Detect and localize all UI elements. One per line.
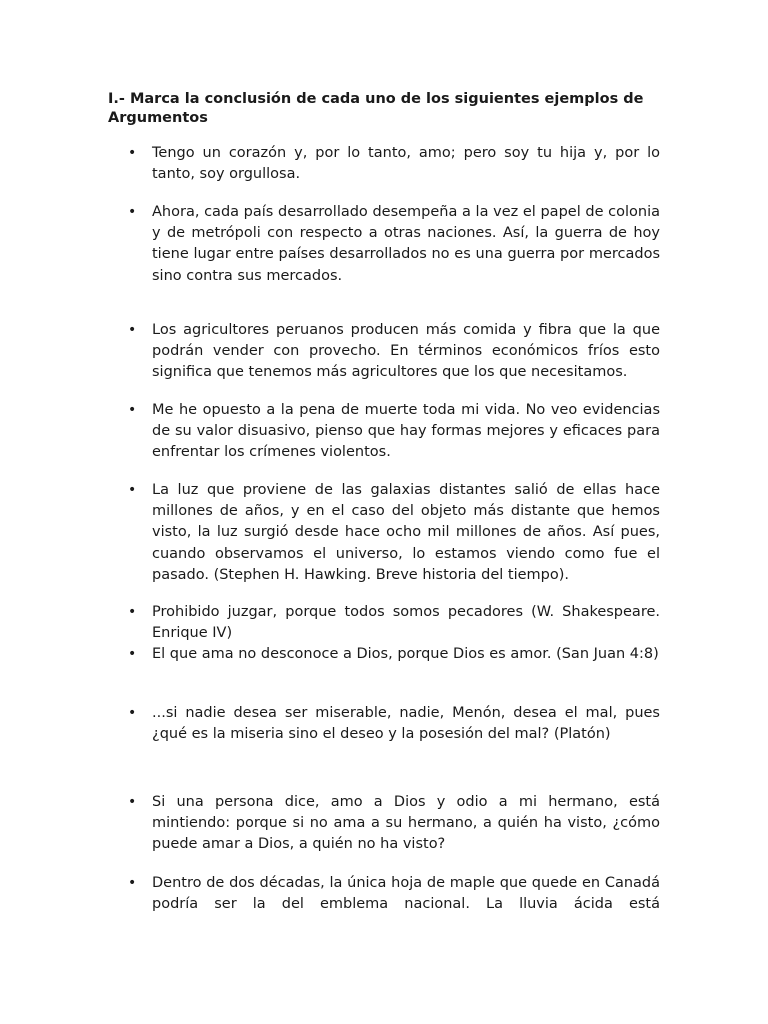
list-item: [128, 644, 660, 665]
list-item-text: Ahora, cada país desarrollado desempeña a la vez el papel de colonia y de metrópoli con respecto a otras naciones. Así, la guerra de hoy tiene lugar entre países desarrollados no es una guerra por mercados sino contra sus mercados.: [152, 204, 660, 284]
bullet-icon: •: [128, 646, 137, 662]
list-item: [128, 480, 660, 586]
list-item-text: ...si nadie desea ser miserable, nadie, Menón, desea el mal, pues ¿qué es la miseria sino el deseo y la posesión del mal? (Platón): [152, 705, 660, 743]
list-item: [128, 320, 660, 384]
bullet-icon: •: [128, 794, 137, 810]
bullet-icon: •: [128, 402, 137, 418]
bullet-icon: •: [128, 204, 137, 220]
list-item-text: El que ama no desconoce a Dios, porque Dios es amor. (San Juan 4:8): [152, 646, 659, 662]
list-item: [128, 792, 660, 856]
list-item: [128, 873, 660, 915]
list-item-text: Los agricultores peruanos producen más comida y fibra que la que podrán vender con provecho. En términos económicos fríos esto significa que tenemos más agricultores que los que necesitamos.: [152, 322, 660, 381]
bullet-icon: •: [128, 145, 137, 161]
list-item: [128, 202, 660, 287]
list-item-text: Tengo un corazón y, por lo tanto, amo; pero soy tu hija y, por lo tanto, soy orgullosa.: [152, 145, 660, 183]
bullet-icon: •: [128, 482, 137, 498]
list-item-text: Prohibido juzgar, porque todos somos pecadores (W. Shakespeare. Enrique IV): [152, 604, 660, 642]
list-item: [128, 143, 660, 185]
list-item-text: Dentro de dos décadas, la única hoja de maple que quede en Canadá podría ser la del emblema nacional. La lluvia ácida está: [152, 875, 660, 913]
list-item: [128, 400, 660, 464]
list-item-text: La luz que proviene de las galaxias distantes salió de ellas hace millones de años, y en el caso del objeto más distante que hemos visto, la luz surgió desde hace ocho mil millones de años. Así pues, cuando observamos el universo, lo estamos viendo como fue el pasado. (Stephen H. Hawking. Breve historia del tiempo).: [152, 482, 660, 583]
bullet-icon: •: [128, 322, 137, 338]
section-heading: I.- Marca la conclusión de cada uno de los siguientes ejemplos de Argumentos: [108, 91, 644, 126]
list-item: [128, 602, 660, 644]
bullet-icon: •: [128, 705, 137, 721]
bullet-icon: •: [128, 875, 137, 891]
list-item-text: Si una persona dice, amo a Dios y odio a mi hermano, está mintiendo: porque si no ama a su hermano, a quién ha visto, ¿cómo puede amar a Dios, a quién no ha visto?: [152, 794, 660, 853]
list-item-text: Me he opuesto a la pena de muerte toda mi vida. No veo evidencias de su valor disuasivo, pienso que hay formas mejores y eficaces para enfrentar los crímenes violentos.: [152, 402, 660, 461]
bullet-icon: •: [128, 604, 137, 620]
list-item: [128, 703, 660, 745]
